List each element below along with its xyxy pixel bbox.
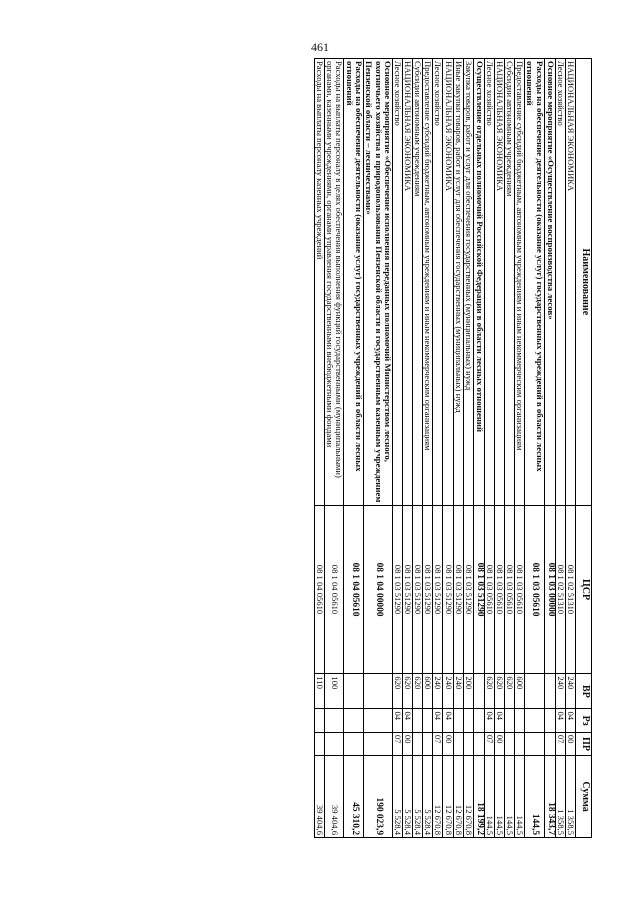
cell-pr: 00 <box>443 732 453 755</box>
cell-rz: 04 <box>433 709 443 732</box>
cell-name: Осуществление отдельных полномочий Российской Федерации в области лесных отношений <box>473 59 484 506</box>
cell-sum: 18 199,2 <box>473 756 484 838</box>
cell-name: Лесное хозяйство <box>433 59 443 506</box>
cell-rz: 04 <box>443 709 453 732</box>
cell-vr: 240 <box>443 674 453 709</box>
cell-rz: 04 <box>484 709 494 732</box>
cell-name: Закупка товаров, работ и услуг для обеспечения государственных (муниципальных) нужд <box>463 59 473 506</box>
cell-csr: 08 1 02 51310 <box>555 505 565 674</box>
cell-name: Основное мероприятие «Осуществление воспроизводства лесов» <box>544 59 555 506</box>
cell-name: Иные закупки товаров, работ и услуг для обеспечения государственных (муниципальных) нужд <box>453 59 463 506</box>
cell-csr: 08 1 03 05610 <box>515 505 525 674</box>
table-row <box>525 59 545 838</box>
cell-pr <box>463 732 473 755</box>
table-row <box>392 59 402 838</box>
table-row <box>484 59 494 838</box>
cell-sum: 144,5 <box>515 756 525 838</box>
cell-sum: 5 528,4 <box>423 756 433 838</box>
cell-pr: 00 <box>403 732 413 755</box>
cell-rz <box>423 709 433 732</box>
cell-pr <box>504 732 514 755</box>
cell-sum: 144,5 <box>484 756 494 838</box>
cell-rz <box>453 709 463 732</box>
cell-csr: 08 1 03 51290 <box>392 505 402 674</box>
cell-pr <box>544 732 555 755</box>
table-row <box>325 59 344 838</box>
cell-sum: 39 404,6 <box>315 756 325 838</box>
cell-vr <box>525 674 545 709</box>
cell-pr <box>525 732 545 755</box>
header-csr: ЦСР <box>576 505 592 674</box>
cell-sum: 144,5 <box>494 756 504 838</box>
cell-vr: 240 <box>453 674 463 709</box>
cell-vr: 620 <box>504 674 514 709</box>
cell-rz <box>515 709 525 732</box>
cell-vr: 100 <box>325 674 344 709</box>
cell-name: Расходы на обеспечение деятельности (оказание услуг) государственных учреждений в области лесных отношений <box>344 59 364 506</box>
cell-pr <box>363 732 392 755</box>
cell-name: Лесное хозяйство <box>484 59 494 506</box>
table-row <box>453 59 463 838</box>
cell-csr: 08 1 03 05610 <box>525 505 545 674</box>
table-row <box>544 59 555 838</box>
cell-rz: 04 <box>565 709 575 732</box>
cell-pr <box>325 732 344 755</box>
cell-csr: 08 1 03 00000 <box>544 505 555 674</box>
cell-name: Лесное хозяйство <box>392 59 402 506</box>
budget-table <box>314 58 592 838</box>
cell-sum: 12 670,8 <box>443 756 453 838</box>
rotated-table-container <box>80 58 592 838</box>
cell-csr: 08 1 03 51290 <box>423 505 433 674</box>
table-row <box>413 59 423 838</box>
header-sum: Сумма <box>576 756 592 838</box>
table-row <box>344 59 364 838</box>
cell-rz <box>473 709 484 732</box>
cell-name: Лесное хозяйство <box>555 59 565 506</box>
cell-sum: 18 343,7 <box>544 756 555 838</box>
cell-csr: 08 1 03 51290 <box>413 505 423 674</box>
table-header-row <box>576 59 592 838</box>
cell-pr: 07 <box>484 732 494 755</box>
cell-pr: 00 <box>494 732 504 755</box>
cell-rz <box>413 709 423 732</box>
cell-vr <box>363 674 392 709</box>
table-row <box>315 59 325 838</box>
cell-rz <box>544 709 555 732</box>
cell-name: Расходы на выплаты персоналу в целях обеспечения выполнения функций государственными (муниципальными) органами, казенными учреждениями, органами управления государственными внебюджетными фондами <box>325 59 344 506</box>
cell-vr: 620 <box>494 674 504 709</box>
cell-sum: 12 670,8 <box>453 756 463 838</box>
cell-sum: 12 670,8 <box>463 756 473 838</box>
cell-csr: 08 1 03 05610 <box>484 505 494 674</box>
cell-name: НАЦИОНАЛЬНАЯ ЭКОНОМИКА <box>403 59 413 506</box>
cell-vr: 240 <box>433 674 443 709</box>
cell-rz: 04 <box>403 709 413 732</box>
cell-rz: 04 <box>392 709 402 732</box>
cell-sum: 45 310,2 <box>344 756 364 838</box>
header-rz: Рз <box>576 709 592 732</box>
cell-pr <box>344 732 364 755</box>
cell-rz: 04 <box>494 709 504 732</box>
cell-vr: 620 <box>392 674 402 709</box>
cell-sum: 5 528,4 <box>392 756 402 838</box>
cell-csr: 08 1 03 51290 <box>433 505 443 674</box>
cell-csr: 08 1 04 05610 <box>325 505 344 674</box>
table-row <box>443 59 453 838</box>
cell-rz <box>325 709 344 732</box>
cell-vr: 600 <box>515 674 525 709</box>
table-row <box>463 59 473 838</box>
cell-rz <box>504 709 514 732</box>
cell-csr: 08 1 02 51310 <box>565 505 575 674</box>
cell-rz <box>363 709 392 732</box>
cell-rz <box>315 709 325 732</box>
table-row <box>473 59 484 838</box>
cell-pr <box>423 732 433 755</box>
cell-vr: 620 <box>484 674 494 709</box>
cell-sum: 39 404,6 <box>325 756 344 838</box>
cell-vr: 240 <box>555 674 565 709</box>
cell-name: Основное мероприятие «Обеспечение исполнения переданных полномочий Министерством лесного, охотничьего хозяйства и природопользования Пензенской области и государственным казенным учреждением Пензенской области – лесничествами» <box>363 59 392 506</box>
table-row <box>403 59 413 838</box>
cell-pr <box>315 732 325 755</box>
table-row <box>363 59 392 838</box>
cell-csr: 08 1 03 51290 <box>473 505 484 674</box>
table-row <box>494 59 504 838</box>
cell-csr: 08 1 03 51290 <box>403 505 413 674</box>
cell-csr: 08 1 03 05610 <box>504 505 514 674</box>
cell-pr: 07 <box>392 732 402 755</box>
cell-rz <box>463 709 473 732</box>
cell-vr <box>473 674 484 709</box>
cell-csr: 08 1 04 05610 <box>344 505 364 674</box>
cell-rz <box>525 709 545 732</box>
cell-csr: 08 1 04 00000 <box>363 505 392 674</box>
header-vr: ВР <box>576 674 592 709</box>
cell-csr: 08 1 03 51290 <box>443 505 453 674</box>
cell-csr: 08 1 04 05610 <box>315 505 325 674</box>
cell-sum: 1 358,5 <box>565 756 575 838</box>
cell-name: Предоставление субсидий бюджетным, автономным учреждениям и иным некоммерческим организациям <box>423 59 433 506</box>
cell-csr: 08 1 03 51290 <box>463 505 473 674</box>
cell-sum: 144,5 <box>525 756 545 838</box>
cell-sum: 144,5 <box>504 756 514 838</box>
table-row <box>433 59 443 838</box>
table-row <box>423 59 433 838</box>
table-row <box>504 59 514 838</box>
cell-name: Расходы на выплаты персоналу казенных учреждений <box>315 59 325 506</box>
cell-vr: 240 <box>565 674 575 709</box>
cell-name: НАЦИОНАЛЬНАЯ ЭКОНОМИКА <box>443 59 453 506</box>
cell-name: Расходы на обеспечение деятельности (оказание услуг) государственных учреждений в области лесных отношений <box>525 59 545 506</box>
cell-vr: 110 <box>315 674 325 709</box>
cell-name: НАЦИОНАЛЬНАЯ ЭКОНОМИКА <box>494 59 504 506</box>
table-row <box>565 59 575 838</box>
cell-pr <box>515 732 525 755</box>
cell-sum: 5 528,4 <box>403 756 413 838</box>
cell-csr: 08 1 03 05610 <box>494 505 504 674</box>
cell-rz: 04 <box>555 709 565 732</box>
cell-pr <box>473 732 484 755</box>
cell-pr: 07 <box>555 732 565 755</box>
cell-vr: 600 <box>423 674 433 709</box>
cell-vr: 620 <box>403 674 413 709</box>
cell-sum: 1 358,5 <box>555 756 565 838</box>
table-row <box>515 59 525 838</box>
cell-name: Предоставление субсидий бюджетным, автономным учреждениям и иным некоммерческим организациям <box>515 59 525 506</box>
cell-name: НАЦИОНАЛЬНАЯ ЭКОНОМИКА <box>565 59 575 506</box>
cell-vr: 200 <box>463 674 473 709</box>
cell-vr: 620 <box>413 674 423 709</box>
header-name: Наименование <box>576 59 592 506</box>
cell-csr: 08 1 03 51290 <box>453 505 463 674</box>
page-number: 461 <box>311 40 329 54</box>
cell-pr <box>453 732 463 755</box>
cell-pr: 07 <box>433 732 443 755</box>
cell-vr <box>544 674 555 709</box>
header-pr: ПР <box>576 732 592 755</box>
cell-rz <box>344 709 364 732</box>
cell-pr: 00 <box>565 732 575 755</box>
cell-vr <box>344 674 364 709</box>
cell-pr <box>413 732 423 755</box>
cell-sum: 12 670,8 <box>433 756 443 838</box>
cell-sum: 190 023,9 <box>363 756 392 838</box>
cell-name: Субсидии автономным учреждениям <box>504 59 514 506</box>
cell-name: Субсидии автономным учреждениям <box>413 59 423 506</box>
cell-sum: 5 528,4 <box>413 756 423 838</box>
table-row <box>555 59 565 838</box>
